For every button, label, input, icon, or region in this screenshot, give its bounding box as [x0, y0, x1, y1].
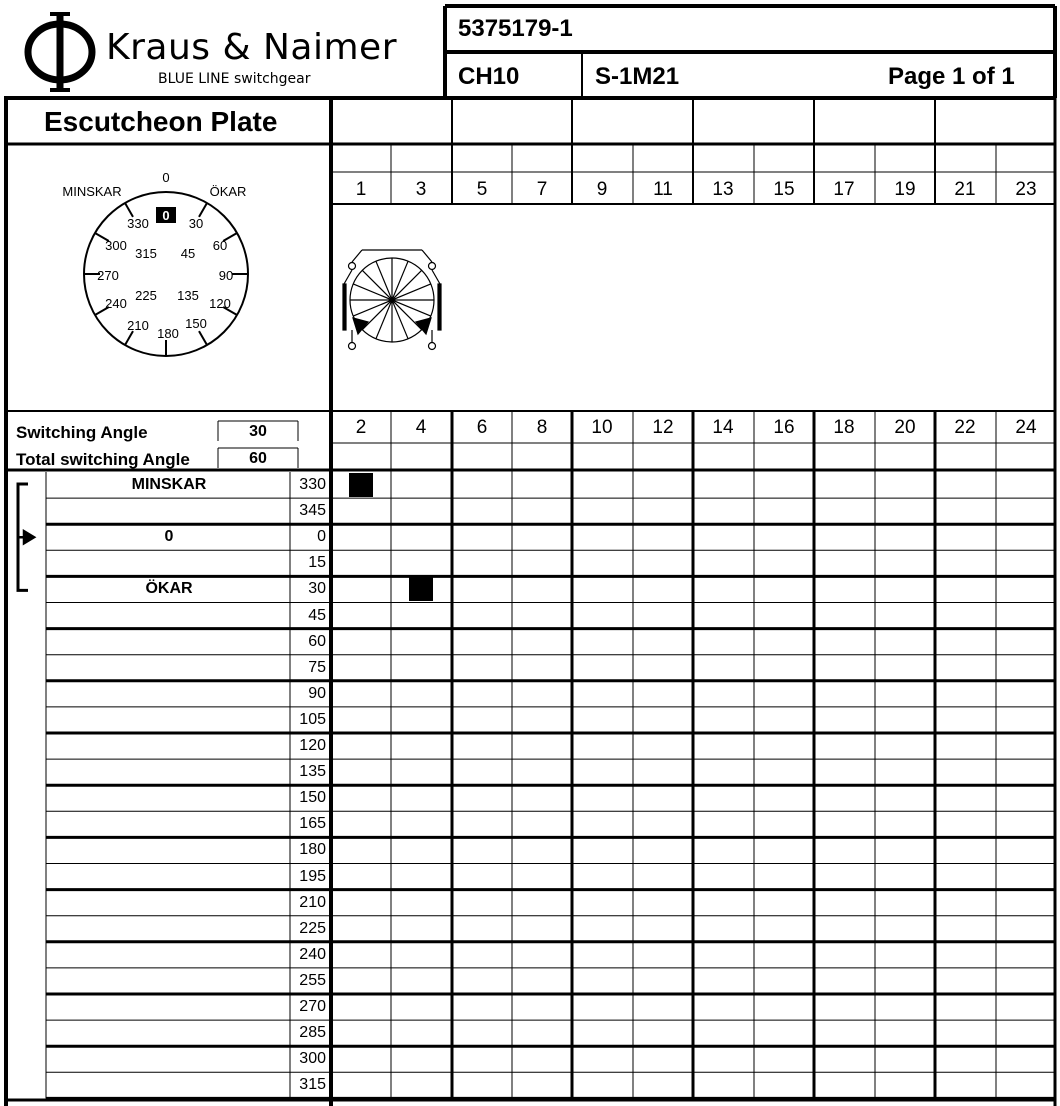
terminal-bottom-8: 8 — [536, 417, 548, 438]
position-angle-105: 105 — [299, 710, 326, 728]
dial-angle-60: 60 — [212, 238, 228, 253]
position-name-330: MINSKAR — [131, 476, 207, 493]
dial-angle-135: 135 — [177, 288, 199, 303]
terminal-top-1: 1 — [355, 179, 367, 200]
position-name-0: 0 — [164, 528, 174, 546]
phi-logo-icon — [28, 14, 92, 90]
program-code: S-1M21 — [595, 63, 680, 90]
terminal-top-3: 3 — [415, 179, 427, 200]
dial-angle-90: 90 — [218, 268, 234, 283]
dial-top-label: 0 — [162, 170, 170, 185]
terminal-bottom-6: 6 — [476, 417, 488, 438]
terminal-bottom-4: 4 — [415, 417, 427, 438]
dial-angle-330: 330 — [127, 216, 149, 231]
contact-symbol-icon — [343, 250, 441, 350]
dial-angle-210: 210 — [127, 318, 149, 333]
dial-angle-180: 180 — [157, 326, 179, 341]
dial-angle-270: 270 — [97, 268, 119, 283]
position-angle-255: 255 — [299, 971, 326, 989]
position-angle-240: 240 — [299, 945, 326, 963]
terminal-bottom-18: 18 — [833, 417, 855, 438]
escutcheon-dial — [62, 170, 248, 356]
terminal-top-21: 21 — [954, 179, 976, 200]
escutcheon-title: Escutcheon Plate — [44, 106, 278, 137]
position-angle-150: 150 — [299, 789, 326, 807]
dial-angle-45: 45 — [180, 246, 196, 261]
brand-tagline: BLUE LINE switchgear — [158, 71, 311, 87]
position-angle-345: 345 — [299, 502, 326, 520]
position-angle-30: 30 — [308, 580, 326, 598]
terminal-bottom-20: 20 — [894, 417, 916, 438]
terminal-top-11: 11 — [653, 179, 673, 200]
total-switching-angle-value: 60 — [249, 450, 267, 467]
dial-angle-300: 300 — [105, 238, 127, 253]
terminal-bottom-12: 12 — [652, 417, 674, 438]
terminal-bottom-22: 22 — [954, 417, 976, 438]
position-angle-60: 60 — [308, 632, 326, 650]
total-switching-angle-label: Total switching Angle — [16, 450, 190, 469]
position-angle-120: 120 — [299, 737, 326, 754]
position-angle-330: 330 — [299, 476, 326, 493]
position-angle-90: 90 — [308, 684, 326, 702]
position-angle-195: 195 — [299, 867, 326, 885]
dial-right-label: ÖKAR — [209, 184, 247, 199]
position-angle-135: 135 — [299, 763, 326, 781]
dial-angle-120: 120 — [209, 296, 231, 311]
dial-angle-150: 150 — [185, 316, 207, 331]
dial-angle-315: 315 — [135, 246, 157, 261]
terminal-top-17: 17 — [833, 179, 855, 200]
part-number: 5375179-1 — [458, 15, 573, 42]
contact-closed-mark — [409, 577, 433, 601]
switching-angle-value: 30 — [249, 423, 267, 440]
terminal-bottom-16: 16 — [773, 417, 795, 438]
position-name-30: ÖKAR — [145, 580, 193, 598]
position-angle-165: 165 — [299, 815, 326, 833]
position-angle-75: 75 — [308, 658, 326, 676]
terminal-top-19: 19 — [894, 179, 916, 200]
terminal-top-9: 9 — [596, 179, 608, 200]
position-angle-0: 0 — [317, 528, 326, 546]
terminal-top-13: 13 — [712, 179, 734, 200]
dial-left-label: MINSKAR — [62, 184, 122, 199]
position-angle-270: 270 — [299, 998, 326, 1015]
position-angle-15: 15 — [308, 554, 326, 572]
dial-angle-225: 225 — [135, 288, 157, 303]
position-angle-225: 225 — [299, 919, 326, 937]
position-angle-315: 315 — [299, 1076, 326, 1094]
position-angle-285: 285 — [299, 1024, 326, 1042]
terminal-top-7: 7 — [536, 179, 548, 200]
contact-closed-mark — [349, 473, 373, 497]
page-indicator: Page 1 of 1 — [888, 63, 1015, 90]
terminal-top-5: 5 — [476, 179, 488, 200]
switching-angle-label: Switching Angle — [16, 423, 148, 442]
brand-name: Kraus & Naimer — [106, 27, 398, 68]
position-angle-300: 300 — [299, 1050, 326, 1068]
dial-angle-240: 240 — [105, 296, 127, 311]
position-angle-210: 210 — [299, 893, 326, 911]
terminal-bottom-2: 2 — [355, 417, 367, 438]
position-angle-180: 180 — [299, 841, 326, 859]
terminal-bottom-24: 24 — [1015, 417, 1037, 438]
terminal-top-23: 23 — [1015, 179, 1037, 200]
position-angle-45: 45 — [308, 606, 326, 624]
terminal-bottom-10: 10 — [591, 417, 613, 438]
home-position-arrow-icon — [18, 531, 34, 543]
terminal-bottom-14: 14 — [712, 417, 734, 438]
dial-selected-label: 0 — [162, 208, 170, 223]
terminal-top-15: 15 — [773, 179, 795, 200]
switch-type: CH10 — [458, 63, 520, 90]
dial-angle-30: 30 — [188, 216, 204, 231]
